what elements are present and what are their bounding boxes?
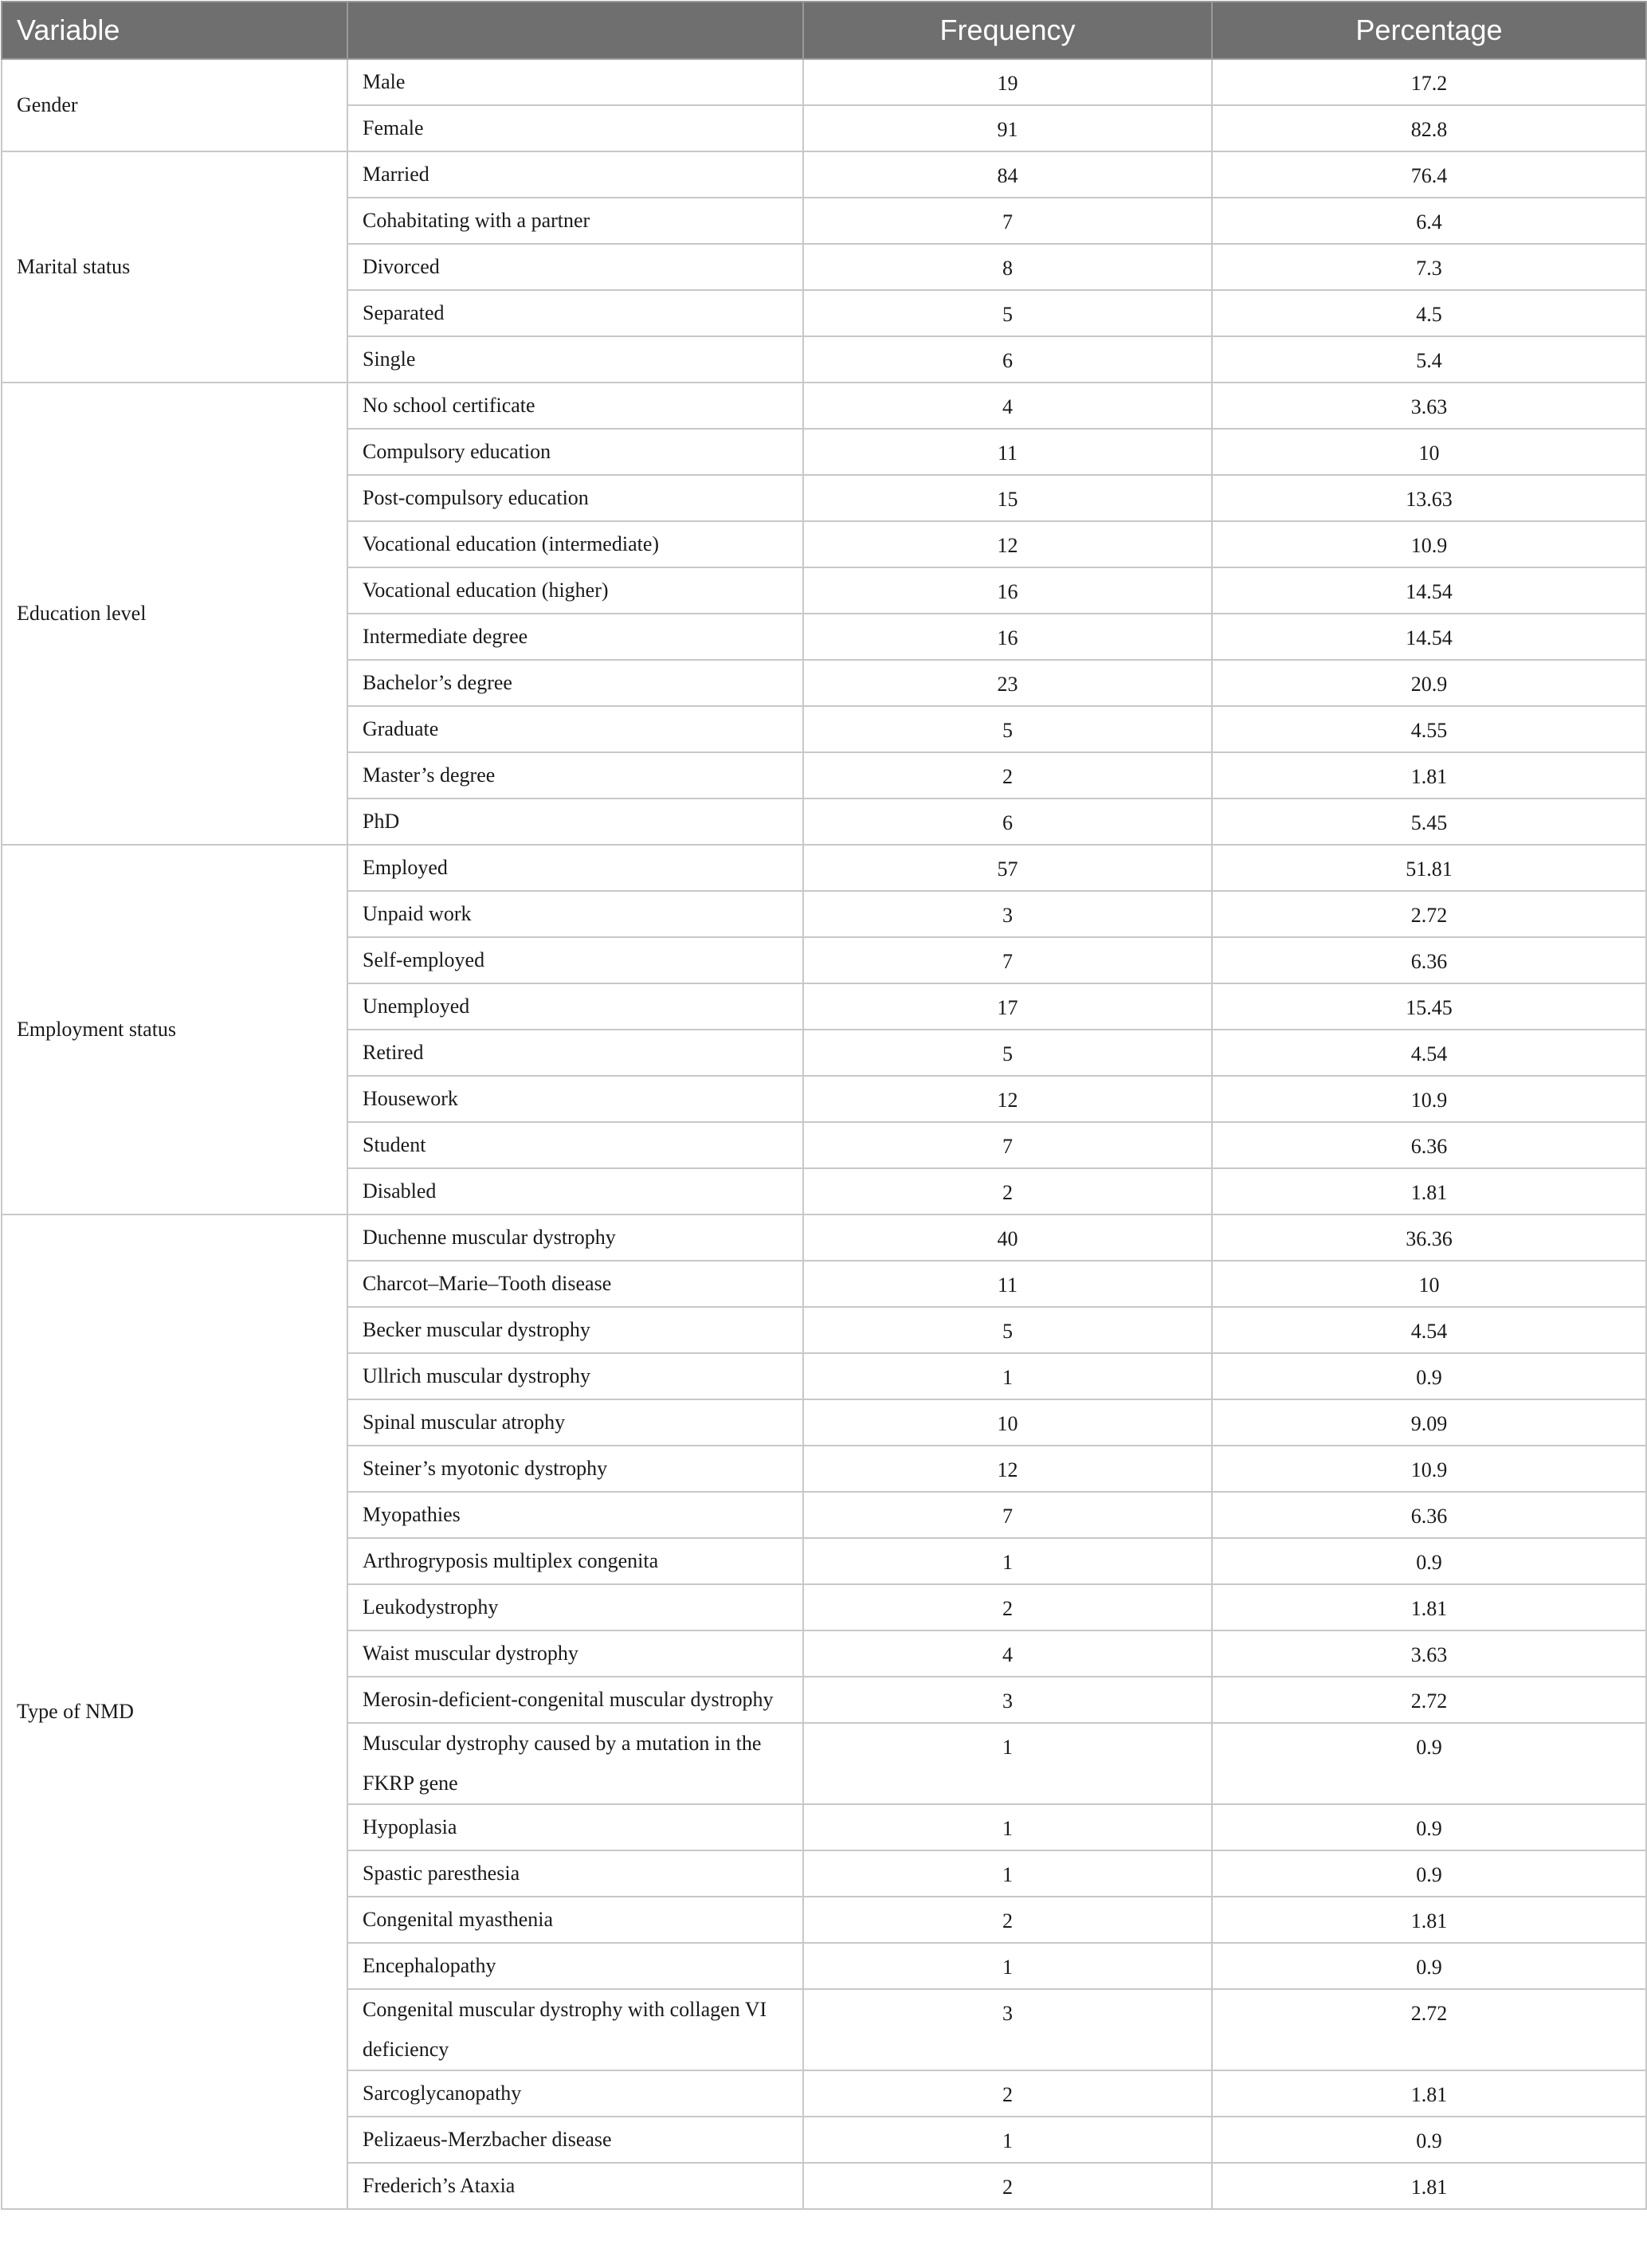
frequency-cell: 7 (803, 198, 1212, 244)
category-cell: Vocational education (higher) (347, 567, 803, 614)
frequency-cell: 1 (803, 1804, 1212, 1850)
category-cell: Duchenne muscular dystrophy (347, 1214, 803, 1261)
frequency-cell: 11 (803, 1261, 1212, 1307)
percentage-cell: 36.36 (1212, 1214, 1646, 1261)
category-cell: Waist muscular dystrophy (347, 1630, 803, 1677)
category-cell: Compulsory education (347, 429, 803, 475)
frequency-cell: 16 (803, 567, 1212, 614)
table-row (2, 59, 1646, 105)
frequency-cell: 57 (803, 845, 1212, 891)
frequency-cell: 91 (803, 105, 1212, 151)
percentage-cell: 2.72 (1212, 891, 1646, 937)
category-cell: Bachelor’s degree (347, 660, 803, 706)
frequency-cell: 1 (803, 1723, 1212, 1804)
category-cell: Separated (347, 290, 803, 336)
header-variable: Variable (2, 2, 347, 59)
table-row (2, 383, 1646, 429)
category-cell: Arthrogryposis multiplex congenita (347, 1538, 803, 1584)
percentage-cell: 3.63 (1212, 1630, 1646, 1677)
header-frequency: Frequency (803, 2, 1212, 59)
category-cell: Retired (347, 1030, 803, 1076)
percentage-cell: 4.5 (1212, 290, 1646, 336)
category-cell: Merosin-deficient-congenital muscular dystrophy (347, 1677, 803, 1723)
percentage-cell: 6.36 (1212, 937, 1646, 983)
frequency-cell: 10 (803, 1399, 1212, 1446)
header-category (347, 2, 803, 59)
percentage-cell: 1.81 (1212, 2163, 1646, 2209)
category-cell: Myopathies (347, 1492, 803, 1538)
category-cell: Charcot–Marie–Tooth disease (347, 1261, 803, 1307)
header-percentage: Percentage (1212, 2, 1646, 59)
frequency-cell: 8 (803, 244, 1212, 290)
category-cell: Disabled (347, 1168, 803, 1214)
frequency-cell: 7 (803, 937, 1212, 983)
percentage-cell: 4.54 (1212, 1030, 1646, 1076)
category-cell: Congenital myasthenia (347, 1897, 803, 1943)
category-cell: Housework (347, 1076, 803, 1122)
category-cell: PhD (347, 799, 803, 845)
table-body (2, 59, 1646, 2209)
frequency-cell: 5 (803, 290, 1212, 336)
frequency-cell: 4 (803, 383, 1212, 429)
frequency-cell: 4 (803, 1630, 1212, 1677)
variable-group-label: Type of NMD (2, 1214, 347, 2209)
frequency-cell: 3 (803, 1989, 1212, 2070)
category-cell: Single (347, 336, 803, 383)
category-cell: Male (347, 59, 803, 105)
category-cell: Muscular dystrophy caused by a mutation in the FKRP gene (347, 1723, 803, 1804)
frequency-cell: 40 (803, 1214, 1212, 1261)
percentage-cell: 1.81 (1212, 1168, 1646, 1214)
percentage-cell: 4.54 (1212, 1307, 1646, 1353)
category-cell: Encephalopathy (347, 1943, 803, 1989)
percentage-cell: 1.81 (1212, 752, 1646, 799)
percentage-cell: 2.72 (1212, 1989, 1646, 2070)
frequency-cell: 15 (803, 475, 1212, 521)
percentage-cell: 6.4 (1212, 198, 1646, 244)
category-cell: Hypoplasia (347, 1804, 803, 1850)
frequency-cell: 3 (803, 1677, 1212, 1723)
frequency-cell: 1 (803, 2117, 1212, 2163)
percentage-cell: 4.55 (1212, 706, 1646, 752)
percentage-cell: 1.81 (1212, 2070, 1646, 2117)
variable-group-label: Marital status (2, 151, 347, 383)
percentage-cell: 0.9 (1212, 1850, 1646, 1897)
percentage-cell: 51.81 (1212, 845, 1646, 891)
percentage-cell: 17.2 (1212, 59, 1646, 105)
frequency-cell: 12 (803, 521, 1212, 567)
percentage-cell: 0.9 (1212, 1943, 1646, 1989)
percentage-cell: 10.9 (1212, 521, 1646, 567)
frequency-cell: 1 (803, 1538, 1212, 1584)
frequency-cell: 11 (803, 429, 1212, 475)
percentage-cell: 1.81 (1212, 1897, 1646, 1943)
category-cell: Student (347, 1122, 803, 1168)
percentage-cell: 0.9 (1212, 1723, 1646, 1804)
percentage-cell: 10.9 (1212, 1446, 1646, 1492)
category-cell: Graduate (347, 706, 803, 752)
percentage-cell: 82.8 (1212, 105, 1646, 151)
percentage-cell: 5.4 (1212, 336, 1646, 383)
category-cell: Self-employed (347, 937, 803, 983)
category-cell: No school certificate (347, 383, 803, 429)
category-cell: Spastic paresthesia (347, 1850, 803, 1897)
percentage-cell: 15.45 (1212, 983, 1646, 1030)
frequency-cell: 23 (803, 660, 1212, 706)
percentage-cell: 7.3 (1212, 244, 1646, 290)
percentage-cell: 6.36 (1212, 1492, 1646, 1538)
percentage-cell: 20.9 (1212, 660, 1646, 706)
table-row (2, 1214, 1646, 1261)
frequency-cell: 7 (803, 1122, 1212, 1168)
category-cell: Female (347, 105, 803, 151)
variable-group-label: Education level (2, 383, 347, 845)
category-cell: Unpaid work (347, 891, 803, 937)
percentage-cell: 76.4 (1212, 151, 1646, 198)
header-row (2, 2, 1646, 59)
frequency-cell: 2 (803, 2163, 1212, 2209)
variable-group-label: Gender (2, 59, 347, 151)
frequency-cell: 2 (803, 1584, 1212, 1630)
frequency-cell: 2 (803, 752, 1212, 799)
percentage-cell: 10 (1212, 429, 1646, 475)
table-row (2, 845, 1646, 891)
percentage-cell: 3.63 (1212, 383, 1646, 429)
frequency-cell: 3 (803, 891, 1212, 937)
percentage-cell: 10.9 (1212, 1076, 1646, 1122)
category-cell: Post-compulsory education (347, 475, 803, 521)
demographics-table (1, 1, 1647, 2210)
category-cell: Unemployed (347, 983, 803, 1030)
frequency-cell: 1 (803, 1353, 1212, 1399)
percentage-cell: 2.72 (1212, 1677, 1646, 1723)
percentage-cell: 14.54 (1212, 614, 1646, 660)
frequency-cell: 84 (803, 151, 1212, 198)
frequency-cell: 5 (803, 1030, 1212, 1076)
frequency-cell: 16 (803, 614, 1212, 660)
frequency-cell: 2 (803, 1168, 1212, 1214)
category-cell: Cohabitating with a partner (347, 198, 803, 244)
category-cell: Master’s degree (347, 752, 803, 799)
category-cell: Divorced (347, 244, 803, 290)
category-cell: Leukodystrophy (347, 1584, 803, 1630)
category-cell: Spinal muscular atrophy (347, 1399, 803, 1446)
percentage-cell: 5.45 (1212, 799, 1646, 845)
frequency-cell: 5 (803, 706, 1212, 752)
percentage-cell: 13.63 (1212, 475, 1646, 521)
category-cell: Ullrich muscular dystrophy (347, 1353, 803, 1399)
category-cell: Sarcoglycanopathy (347, 2070, 803, 2117)
category-cell: Intermediate degree (347, 614, 803, 660)
table-row (2, 151, 1646, 198)
frequency-cell: 17 (803, 983, 1212, 1030)
percentage-cell: 0.9 (1212, 1538, 1646, 1584)
frequency-cell: 6 (803, 336, 1212, 383)
percentage-cell: 10 (1212, 1261, 1646, 1307)
frequency-cell: 19 (803, 59, 1212, 105)
variable-group-label: Employment status (2, 845, 347, 1214)
percentage-cell: 14.54 (1212, 567, 1646, 614)
percentage-cell: 0.9 (1212, 1353, 1646, 1399)
frequency-cell: 1 (803, 1943, 1212, 1989)
percentage-cell: 6.36 (1212, 1122, 1646, 1168)
percentage-cell: 1.81 (1212, 1584, 1646, 1630)
percentage-cell: 0.9 (1212, 2117, 1646, 2163)
category-cell: Pelizaeus-Merzbacher disease (347, 2117, 803, 2163)
frequency-cell: 2 (803, 1897, 1212, 1943)
category-cell: Vocational education (intermediate) (347, 521, 803, 567)
frequency-cell: 12 (803, 1446, 1212, 1492)
category-cell: Employed (347, 845, 803, 891)
frequency-cell: 12 (803, 1076, 1212, 1122)
frequency-cell: 5 (803, 1307, 1212, 1353)
category-cell: Married (347, 151, 803, 198)
frequency-cell: 6 (803, 799, 1212, 845)
frequency-cell: 2 (803, 2070, 1212, 2117)
category-cell: Congenital muscular dystrophy with collagen VI deficiency (347, 1989, 803, 2070)
percentage-cell: 0.9 (1212, 1804, 1646, 1850)
category-cell: Becker muscular dystrophy (347, 1307, 803, 1353)
percentage-cell: 9.09 (1212, 1399, 1646, 1446)
category-cell: Frederich’s Ataxia (347, 2163, 803, 2209)
frequency-cell: 1 (803, 1850, 1212, 1897)
frequency-cell: 7 (803, 1492, 1212, 1538)
category-cell: Steiner’s myotonic dystrophy (347, 1446, 803, 1492)
